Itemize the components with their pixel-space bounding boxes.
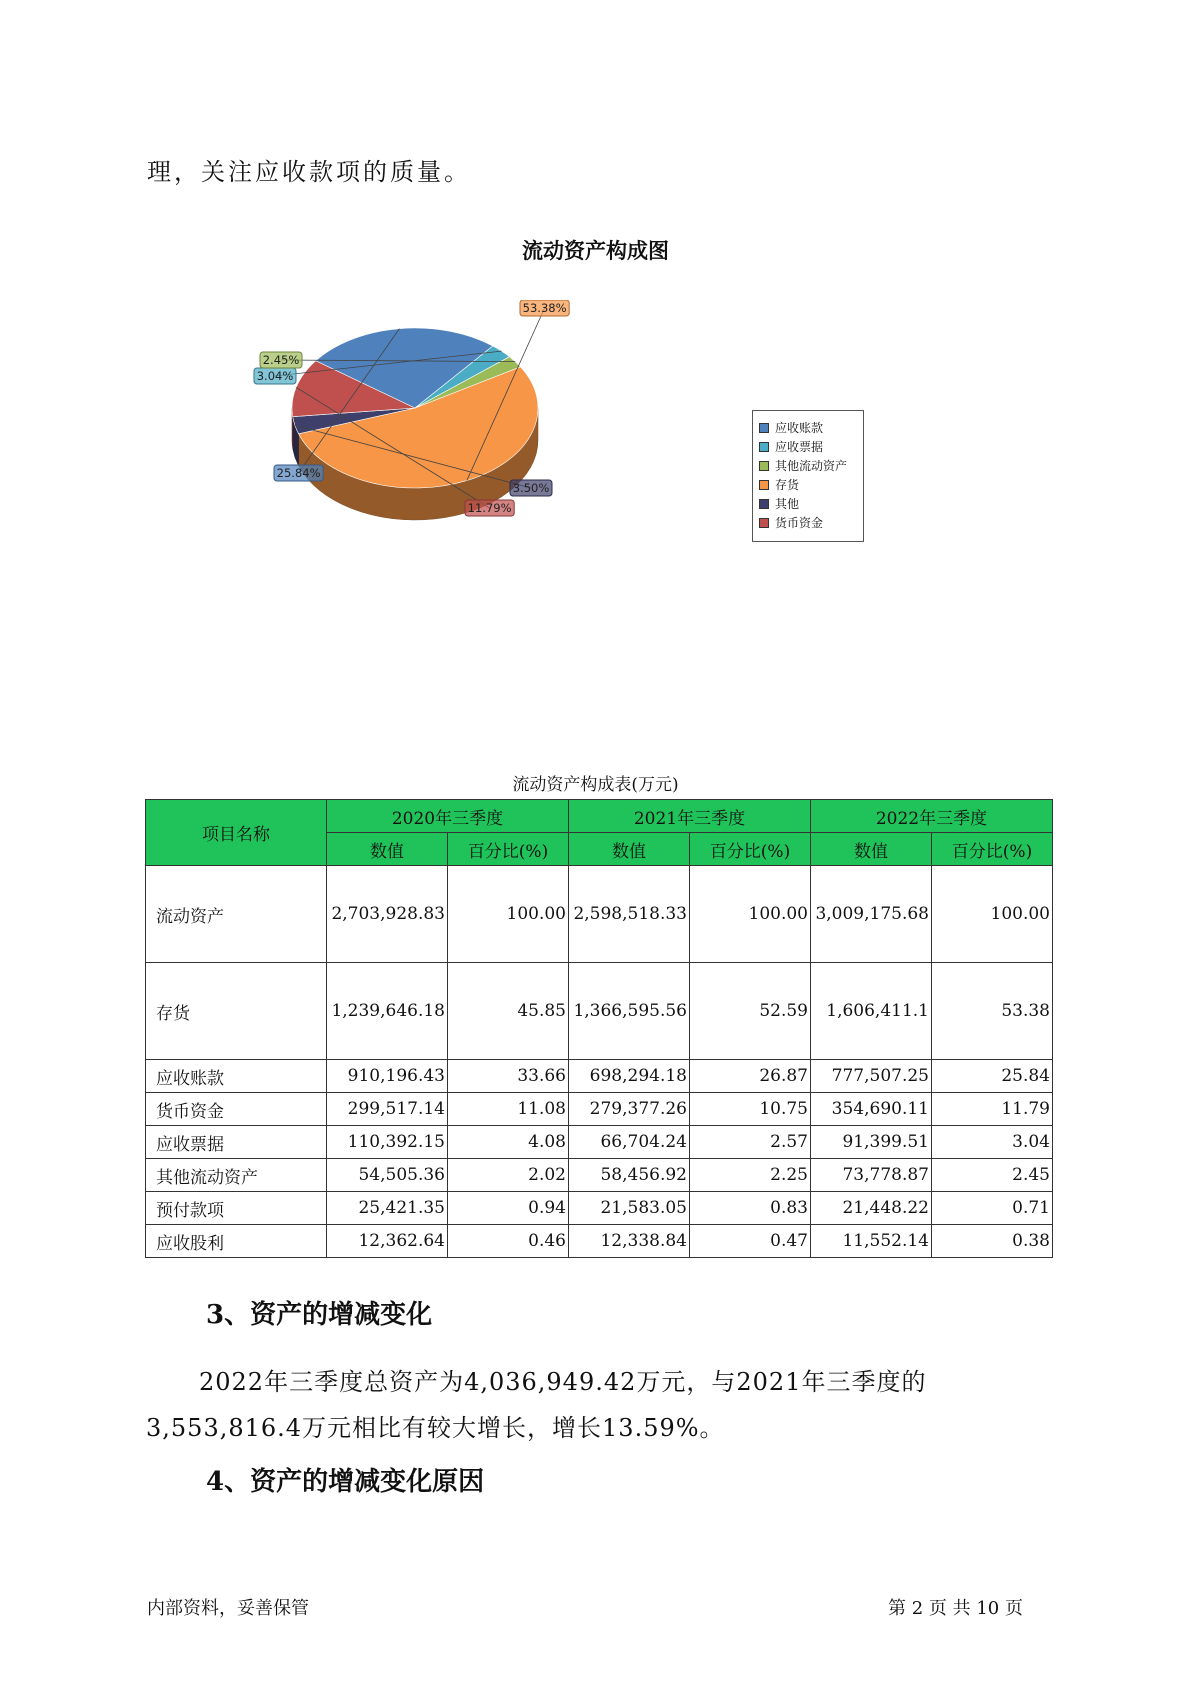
legend-label: 其他 — [775, 497, 800, 511]
legend-item — [759, 418, 857, 437]
asset-composition-table — [145, 799, 1053, 1258]
row-name: 货币资金 — [146, 1093, 327, 1126]
cell-percent: 0.83 — [690, 1192, 811, 1225]
cell-percent: 100.00 — [448, 866, 569, 963]
cell-percent: 2.25 — [690, 1159, 811, 1192]
cell-percent: 2.02 — [448, 1159, 569, 1192]
section3-paragraph-line2: 3,553,816.4万元相比有较大增长，增长13.59%。 — [146, 1414, 725, 1442]
legend-item — [759, 475, 857, 494]
cell-percent: 52.59 — [690, 963, 811, 1060]
cell-percent: 11.79 — [932, 1093, 1053, 1126]
header-period-2021: 2021年三季度 — [569, 800, 811, 833]
cell-value: 11,552.14 — [811, 1225, 932, 1258]
pie-chart — [240, 300, 600, 560]
header-value: 数值 — [569, 833, 690, 866]
cell-value: 12,338.84 — [569, 1225, 690, 1258]
cell-percent: 10.75 — [690, 1093, 811, 1126]
legend-item — [759, 456, 857, 475]
cell-value: 1,239,646.18 — [327, 963, 448, 1060]
cell-percent: 0.38 — [932, 1225, 1053, 1258]
cell-value: 279,377.26 — [569, 1093, 690, 1126]
cell-percent: 2.57 — [690, 1126, 811, 1159]
cell-percent: 11.08 — [448, 1093, 569, 1126]
table-row — [146, 1093, 1053, 1126]
header-value: 数值 — [327, 833, 448, 866]
cell-percent: 33.66 — [448, 1060, 569, 1093]
header-period-2020: 2020年三季度 — [327, 800, 569, 833]
table-row — [146, 1060, 1053, 1093]
cell-value: 25,421.35 — [327, 1192, 448, 1225]
legend-swatch — [759, 518, 769, 528]
legend-swatch — [759, 480, 769, 490]
table-row — [146, 1225, 1053, 1258]
cell-percent: 45.85 — [448, 963, 569, 1060]
header-percent: 百分比(%) — [690, 833, 811, 866]
section3-heading: 3、资产的增减变化 — [206, 1300, 433, 1330]
legend-item — [759, 437, 857, 456]
header-percent: 百分比(%) — [448, 833, 569, 866]
cell-percent: 0.94 — [448, 1192, 569, 1225]
chart-title: 流动资产构成图 — [522, 239, 669, 263]
cell-value: 299,517.14 — [327, 1093, 448, 1126]
cell-value: 1,606,411.1 — [811, 963, 932, 1060]
table-row — [146, 1126, 1053, 1159]
cell-value: 58,456.92 — [569, 1159, 690, 1192]
cell-value: 1,366,595.56 — [569, 963, 690, 1060]
section4-heading: 4、资产的增减变化原因 — [206, 1467, 485, 1497]
table-row — [146, 963, 1053, 1060]
legend-item — [759, 494, 857, 513]
legend-swatch — [759, 461, 769, 471]
legend-label: 存货 — [775, 478, 800, 492]
legend-swatch — [759, 442, 769, 452]
legend-label: 其他流动资产 — [775, 459, 848, 473]
cell-percent: 0.46 — [448, 1225, 569, 1258]
cell-value: 2,703,928.83 — [327, 866, 448, 963]
legend-swatch — [759, 423, 769, 433]
legend-item — [759, 513, 857, 532]
table-row — [146, 1159, 1053, 1192]
pie-data-label: 25.84% — [276, 466, 321, 480]
cell-value: 21,583.05 — [569, 1192, 690, 1225]
table-caption: 流动资产构成表(万元) — [512, 775, 679, 795]
pie-data-label: 11.79% — [467, 501, 512, 515]
row-name: 应收票据 — [146, 1126, 327, 1159]
cell-value: 2,598,518.33 — [569, 866, 690, 963]
section3-paragraph-line1: 2022年三季度总资产为4,036,949.42万元，与2021年三季度的 — [199, 1368, 927, 1396]
cell-percent: 3.04 — [932, 1126, 1053, 1159]
footer-confidential-note: 内部资料，妥善保管 — [147, 1598, 309, 1619]
cell-percent: 26.87 — [690, 1060, 811, 1093]
table-row — [146, 866, 1053, 963]
chart-legend — [752, 410, 864, 542]
row-name: 应收账款 — [146, 1060, 327, 1093]
cell-percent: 100.00 — [932, 866, 1053, 963]
row-name: 流动资产 — [146, 866, 327, 963]
header-item-name: 项目名称 — [146, 800, 327, 866]
cell-value: 777,507.25 — [811, 1060, 932, 1093]
cell-percent: 0.47 — [690, 1225, 811, 1258]
pie-data-label: 2.45% — [262, 353, 300, 367]
cell-value: 910,196.43 — [327, 1060, 448, 1093]
cell-value: 12,362.64 — [327, 1225, 448, 1258]
cell-percent: 4.08 — [448, 1126, 569, 1159]
cell-value: 698,294.18 — [569, 1060, 690, 1093]
cell-value: 91,399.51 — [811, 1126, 932, 1159]
cell-percent: 2.45 — [932, 1159, 1053, 1192]
cell-value: 66,704.24 — [569, 1126, 690, 1159]
cell-percent: 100.00 — [690, 866, 811, 963]
row-name: 存货 — [146, 963, 327, 1060]
header-percent: 百分比(%) — [932, 833, 1053, 866]
cell-value: 3,009,175.68 — [811, 866, 932, 963]
cell-value: 110,392.15 — [327, 1126, 448, 1159]
cell-value: 54,505.36 — [327, 1159, 448, 1192]
cell-percent: 25.84 — [932, 1060, 1053, 1093]
row-name: 其他流动资产 — [146, 1159, 327, 1192]
intro-text: 理，关注应收款项的质量。 — [147, 158, 471, 186]
footer-page-number: 第 2 页 共 10 页 — [888, 1598, 1023, 1619]
row-name: 应收股利 — [146, 1225, 327, 1258]
cell-value: 354,690.11 — [811, 1093, 932, 1126]
pie-data-label: 3.04% — [256, 369, 294, 383]
row-name: 预付款项 — [146, 1192, 327, 1225]
legend-swatch — [759, 499, 769, 509]
header-period-2022: 2022年三季度 — [811, 800, 1053, 833]
table-row — [146, 1192, 1053, 1225]
pie-data-label: 53.38% — [522, 301, 567, 315]
cell-percent: 0.71 — [932, 1192, 1053, 1225]
pie-data-label: 3.50% — [512, 481, 550, 495]
cell-value: 21,448.22 — [811, 1192, 932, 1225]
cell-value: 73,778.87 — [811, 1159, 932, 1192]
legend-label: 货币资金 — [775, 516, 824, 530]
cell-percent: 53.38 — [932, 963, 1053, 1060]
legend-label: 应收票据 — [775, 440, 824, 454]
legend-label: 应收账款 — [775, 421, 824, 435]
header-value: 数值 — [811, 833, 932, 866]
